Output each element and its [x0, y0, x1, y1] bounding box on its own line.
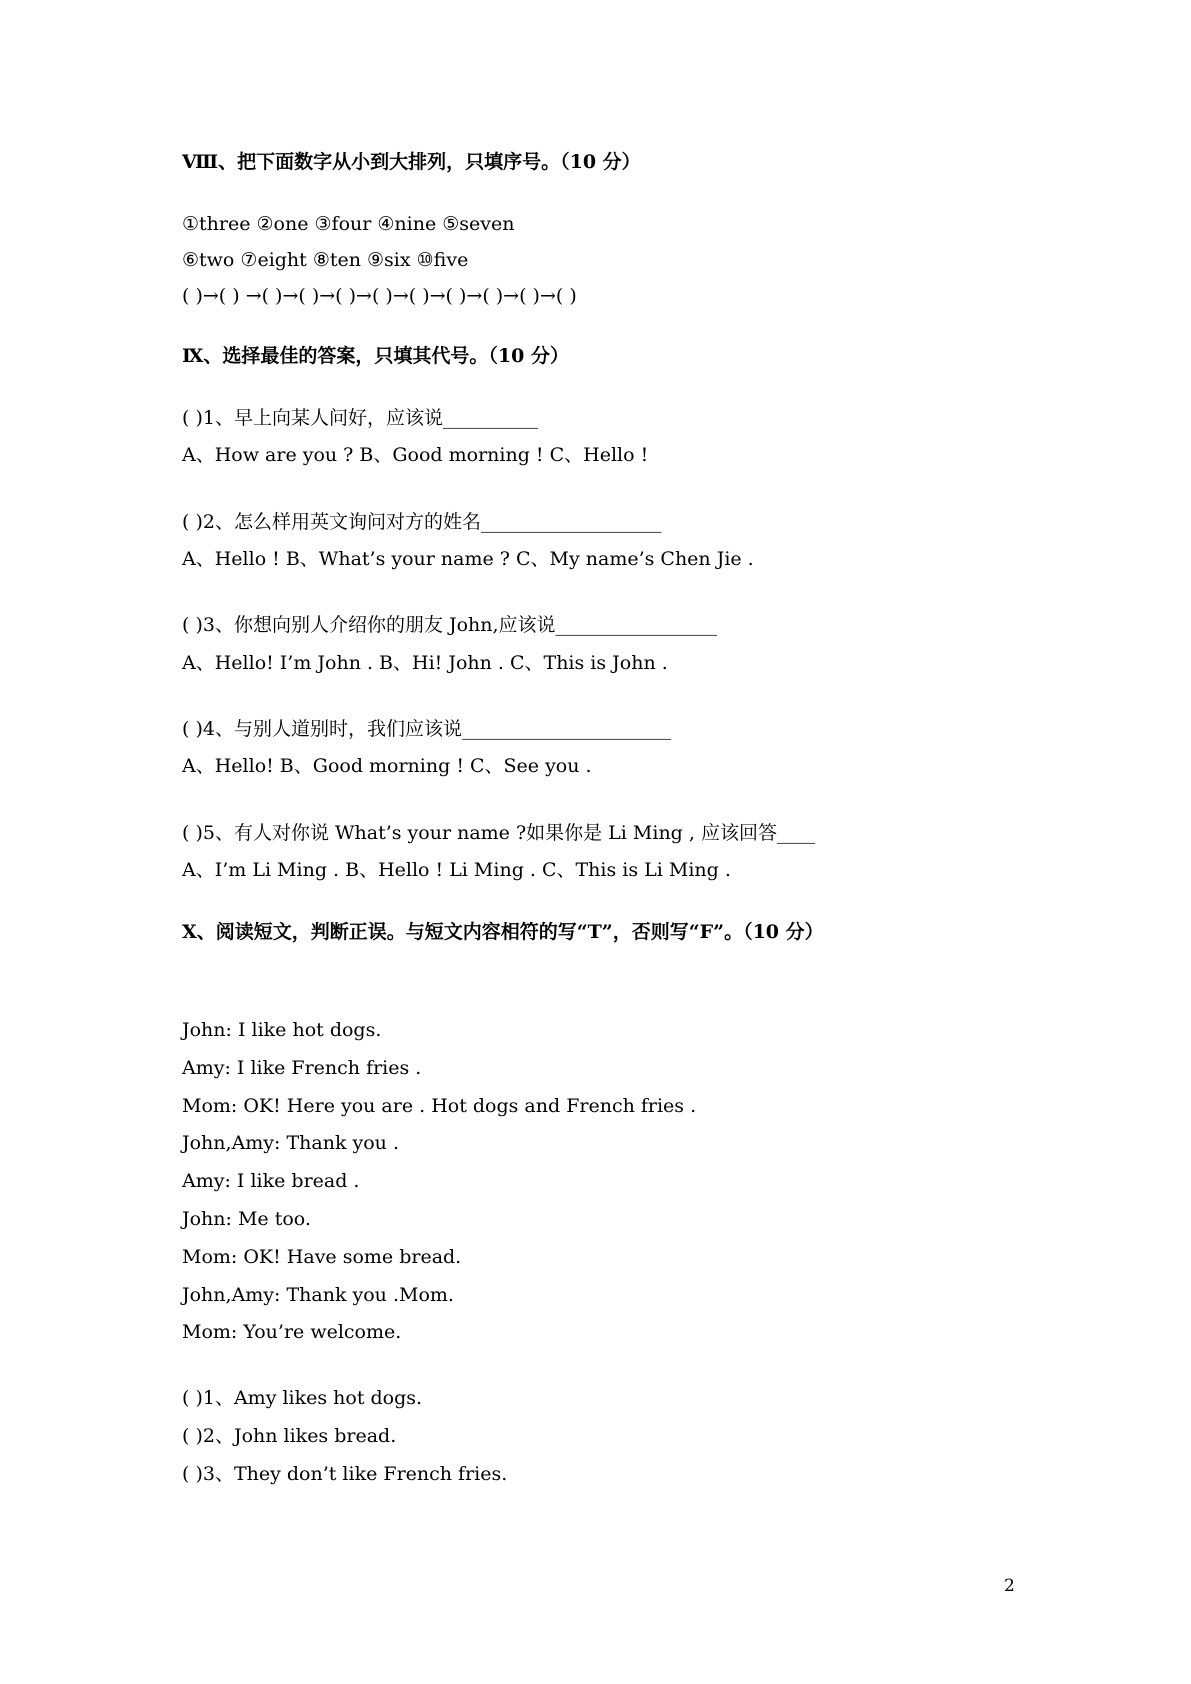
- statement-1: ( )1、Amy likes hot dogs.: [182, 1387, 423, 1409]
- dialogue-line: John,Amy: Thank you .Mom.: [182, 1284, 454, 1306]
- dialogue-line: John: I like hot dogs.: [182, 1019, 382, 1041]
- section-10-heading: Ⅹ、阅读短文，判断正误。与短文内容相符的写“T”，否则写“F”。（10 分）: [182, 921, 824, 943]
- question-5: ( )5、有人对你说 What’s your name ?如果你是 Li Ming , 应该回答____: [182, 822, 815, 844]
- section-9-heading: Ⅸ、选择最佳的答案，只填其代号。（10 分）: [182, 345, 569, 367]
- numbers-row-2: ⑥two ⑦eight ⑧ten ⑨six ⑩five: [182, 249, 469, 271]
- page-number: 2: [1004, 1576, 1015, 1596]
- dialogue-line: Amy: I like French fries .: [182, 1057, 422, 1079]
- dialogue-line: Amy: I like bread .: [182, 1170, 360, 1192]
- statement-3: ( )3、They don’t like French fries.: [182, 1463, 508, 1485]
- dialogue-line: Mom: You’re welcome.: [182, 1321, 402, 1343]
- question-3: ( )3、你想向别人介绍你的朋友 John,应该说_________________: [182, 614, 718, 636]
- dialogue-line: Mom: OK! Have some bread.: [182, 1246, 462, 1268]
- section-8-heading: Ⅷ、把下面数字从小到大排列，只填序号。（10 分）: [182, 151, 641, 173]
- dialogue-line: John: Me too.: [182, 1208, 311, 1230]
- dialogue-line: Mom: OK! Here you are . Hot dogs and French fries .: [182, 1095, 697, 1117]
- question-4-options: A、Hello! B、Good morning ! C、See you .: [182, 755, 592, 777]
- question-3-options: A、Hello! I’m John . B、Hi! John . C、This is John .: [182, 652, 668, 674]
- question-2-options: A、Hello ! B、What’s your name ? C、My name’s Chen Jie .: [182, 548, 754, 570]
- question-4: ( )4、与别人道别时，我们应该说______________________: [182, 718, 671, 740]
- question-2: ( )2、怎么样用英文询问对方的姓名___________________: [182, 511, 662, 533]
- question-1: ( )1、早上向某人问好，应该说__________: [182, 407, 538, 429]
- dialogue-line: John,Amy: Thank you .: [182, 1132, 399, 1154]
- question-5-options: A、I’m Li Ming . B、Hello ! Li Ming . C、This is Li Ming .: [182, 859, 731, 881]
- numbers-row-1: ①three ②one ③four ④nine ⑤seven: [182, 213, 515, 235]
- statement-2: ( )2、John likes bread.: [182, 1425, 397, 1447]
- order-answer-row: ( )→( ) →( )→( )→( )→( )→( )→( )→( )→( )→( ): [182, 285, 577, 307]
- question-1-options: A、How are you ? B、Good morning ! C、Hello !: [182, 444, 649, 466]
